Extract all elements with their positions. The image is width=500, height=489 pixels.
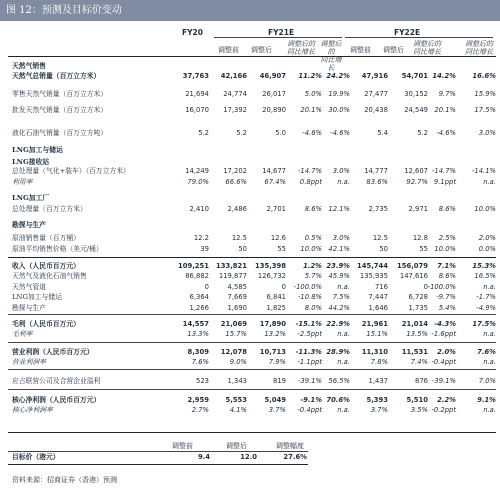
cell-fy22e-yoy: 15.9%	[474, 90, 496, 98]
cell-fy21e-before: 24,774	[223, 90, 247, 98]
table-row	[0, 376, 500, 387]
cell-fy22e-yoy: n.a.	[483, 330, 496, 338]
cell-fy22e-change: -1.6ppt	[431, 330, 456, 338]
header-fy22e-yoy: 调整后的 同比增长	[465, 40, 493, 56]
cell-fy21e-after: 7.9%	[268, 358, 286, 366]
cell-fy22e-before: 7.8%	[370, 358, 388, 366]
cell-fy22e-after: 55	[419, 245, 428, 253]
cell-fy22e-yoy: -4.9%	[476, 304, 496, 312]
cell-fy22e-after: 6,728	[408, 293, 428, 301]
cell-fy22e-after: 7.4%	[410, 358, 428, 366]
cell-fy22e-change: 8.6%	[438, 272, 456, 280]
cell-fy21e-yoy: 19.9%	[328, 90, 350, 98]
cell-fy22e-after: 13.5%	[406, 330, 428, 338]
cell-fy22e-before: 135,935	[359, 272, 388, 280]
row-label: 毛利率	[12, 330, 33, 338]
cell-fy22e-yoy: n.a.	[483, 406, 496, 414]
cell-fy21e-before: 7,669	[227, 293, 247, 301]
cell-fy22e-yoy: 0.0%	[478, 245, 496, 253]
cell-fy21e-change: -4.6%	[302, 129, 322, 137]
cell-fy21e-before: 17,202	[223, 167, 247, 175]
cell-fy21e-yoy: 28.9%	[326, 348, 350, 356]
table-row	[0, 244, 500, 255]
cell-fy21e-yoy: n.a.	[337, 358, 350, 366]
cell-fy22e-before: 145,744	[357, 262, 388, 270]
cell-fy21e-after: 67.4%	[264, 178, 286, 186]
target-before-header: 调整前	[172, 442, 193, 450]
header-fy21e: FY21E	[268, 28, 295, 37]
cell-fy20: 1,266	[189, 304, 209, 312]
cell-fy22e-before: 15.1%	[366, 330, 388, 338]
cell-fy21e-after: 1,825	[266, 304, 286, 312]
cell-fy21e-before: 17,392	[223, 106, 247, 114]
cell-fy21e-change: 0.5%	[304, 234, 322, 242]
cell-fy21e-after: 0	[281, 283, 286, 291]
cell-fy21e-after: 6,841	[266, 293, 286, 301]
cell-fy22e-yoy: 15.3%	[472, 262, 496, 270]
cell-fy21e-yoy: n.a.	[337, 406, 350, 414]
figure-title-bar	[0, 0, 500, 21]
cell-fy22e-change: -14.7%	[431, 167, 456, 175]
cell-fy21e-before: 1,343	[227, 377, 247, 385]
cell-fy22e-before: 14,777	[364, 167, 388, 175]
header-fy21e-after: 调整后	[251, 46, 272, 54]
cell-fy22e-before: 50	[379, 245, 388, 253]
cell-fy20: 79.0%	[187, 178, 209, 186]
cell-fy20: 14,557	[182, 320, 209, 328]
cell-fy22e-change: 9.7%	[438, 90, 456, 98]
cell-fy21e-before: 1,690	[227, 304, 247, 312]
cell-fy21e-before: 133,821	[216, 262, 247, 270]
cell-fy22e-after: 54,701	[401, 72, 428, 80]
cell-fy21e-yoy: 70.6%	[326, 396, 350, 404]
cell-fy22e-after: 12.8	[412, 234, 428, 242]
row-label: 原油销售量（百万桶）	[12, 234, 80, 242]
cell-fy21e-change: 5.0%	[304, 90, 322, 98]
cell-fy22e-change: 2.5%	[438, 234, 456, 242]
target-price-row	[0, 452, 500, 463]
cell-fy21e-after: 13.2%	[264, 330, 286, 338]
cell-fy22e-before: 12.5	[372, 234, 388, 242]
table-row	[0, 329, 500, 340]
cell-fy22e-change: 14.2%	[432, 72, 456, 80]
cell-fy22e-yoy: 16.6%	[472, 72, 496, 80]
cell-fy22e-yoy: 9.1%	[477, 396, 496, 404]
cell-fy22e-change: -0.2ppt	[431, 406, 456, 414]
table-row	[0, 71, 500, 82]
row-label: 天然气销售	[12, 62, 46, 70]
target-before-value: 9.4	[197, 453, 210, 461]
cell-fy22e-change: -9.7%	[436, 293, 456, 301]
cell-fy22e-before: 27,477	[364, 90, 388, 98]
source-note: 资料来源：招商证券（香港）预测	[12, 476, 117, 484]
table-row	[0, 128, 500, 139]
row-label: 零售天然气销量（百万立方米）	[12, 90, 108, 98]
cell-fy21e-after: 5.0	[275, 129, 286, 137]
cell-fy21e-change: 1.2%	[303, 262, 322, 270]
cell-fy20: 2.7%	[191, 406, 209, 414]
cell-fy22e-after: 0	[423, 283, 428, 291]
row-label: 总处理量（气化+装车）（百万立方米）	[12, 167, 130, 175]
row-label: 液化石油气销量（百万立方吨）	[12, 129, 108, 137]
cell-fy22e-change: 2.0%	[437, 348, 456, 356]
table-row	[0, 177, 500, 188]
cell-fy21e-after: 12.6	[270, 234, 286, 242]
cell-fy21e-before: 5.2	[236, 129, 247, 137]
cell-fy20: 8,309	[187, 348, 209, 356]
cell-fy22e-yoy: 17.5%	[474, 106, 496, 114]
cell-fy22e-after: 21,014	[401, 320, 428, 328]
row-label: 核心净利润率	[12, 406, 53, 414]
row-label: 应占联营公司及合营企业溢利	[12, 377, 101, 385]
cell-fy21e-change: -39.1%	[297, 377, 322, 385]
cell-fy22e-yoy: 3.0%	[478, 129, 496, 137]
table-row	[0, 193, 500, 204]
cell-fy22e-before: 7,447	[368, 293, 388, 301]
cell-fy20: 37,763	[182, 72, 209, 80]
cell-fy22e-before: 716	[375, 283, 388, 291]
cell-fy22e-before: 5.4	[377, 129, 388, 137]
cell-fy22e-after: 30,152	[404, 90, 428, 98]
cell-fy22e-after: 5.2	[417, 129, 428, 137]
cell-fy21e-yoy: 56.5%	[328, 377, 350, 385]
row-label: 毛利（人民币百万元）	[12, 320, 80, 328]
table-row	[0, 204, 500, 215]
row-label: 批发天然气销量（百万立方米）	[12, 106, 108, 114]
cell-fy21e-change: -15.1%	[295, 320, 322, 328]
cell-fy21e-yoy: 23.9%	[326, 262, 350, 270]
row-label: LNG接收站	[12, 158, 50, 166]
cell-fy21e-yoy: n.a.	[337, 330, 350, 338]
cell-fy22e-after: 147,616	[399, 272, 428, 280]
cell-fy22e-before: 1,437	[368, 377, 388, 385]
cell-fy22e-change: 2.2%	[437, 396, 456, 404]
cell-fy21e-change: 8.6%	[304, 205, 322, 213]
cell-fy21e-before: 21,069	[220, 320, 247, 328]
cell-fy22e-yoy: 10.0%	[474, 205, 496, 213]
row-label: LNG加工厂	[12, 194, 50, 202]
table-row	[0, 145, 500, 156]
cell-fy20: 6,364	[189, 293, 209, 301]
cell-fy21e-before: 12,078	[220, 348, 247, 356]
cell-fy20: 13.3%	[187, 330, 209, 338]
cell-fy22e-before: 11,310	[361, 348, 388, 356]
row-label: 天然气总销量（百万立方米）	[12, 72, 101, 80]
cell-fy20: 16,070	[185, 106, 209, 114]
cell-fy21e-yoy: n.a.	[337, 283, 350, 291]
cell-fy22e-after: 3.5%	[410, 406, 428, 414]
cell-fy21e-before: 12.5	[231, 234, 247, 242]
header-fy21e-yoy: 调整后的 同比增长	[320, 40, 342, 72]
cell-fy21e-after: 10,713	[259, 348, 286, 356]
header-bottom-rule	[8, 56, 496, 57]
cell-fy22e-before: 2,735	[368, 205, 388, 213]
cell-fy21e-change: -1.1ppt	[297, 358, 322, 366]
table-row	[0, 89, 500, 100]
cell-fy22e-after: 92.7%	[406, 178, 428, 186]
row-label: 天然气管道	[12, 283, 46, 291]
cell-fy21e-after: 819	[273, 377, 286, 385]
cell-fy22e-before: 20,438	[364, 106, 388, 114]
cell-fy21e-yoy: 30.0%	[328, 106, 350, 114]
section-rule	[8, 389, 496, 390]
cell-fy22e-yoy: 17.5%	[472, 320, 496, 328]
row-label: LNG加工与储运	[12, 146, 63, 154]
fy22e-header-rule	[345, 37, 493, 38]
cell-fy21e-before: 5,553	[225, 396, 247, 404]
header-fy21e-change: 调整后的 同比增长	[287, 40, 315, 56]
cell-fy20: 12.2	[193, 234, 209, 242]
table-row	[0, 405, 500, 416]
cell-fy21e-before: 4,585	[227, 283, 247, 291]
row-label: 总处理量（百万立方米）	[12, 205, 87, 213]
cell-fy21e-change: 20.1%	[300, 106, 322, 114]
cell-fy21e-change: 0.8ppt	[299, 178, 322, 186]
cell-fy22e-before: 21,961	[361, 320, 388, 328]
cell-fy22e-yoy: -1.7%	[476, 293, 496, 301]
cell-fy20: 5.2	[198, 129, 209, 137]
target-change-value: 27.6%	[283, 453, 307, 461]
cell-fy21e-yoy: n.a.	[337, 178, 350, 186]
cell-fy21e-before: 66.6%	[225, 178, 247, 186]
cell-fy21e-yoy: 22.9%	[326, 320, 350, 328]
cell-fy22e-yoy: 2.0%	[478, 234, 496, 242]
cell-fy21e-after: 17,890	[259, 320, 286, 328]
row-label: 原油平均销售价格（美元/桶）	[12, 245, 103, 253]
cell-fy21e-yoy: -4.6%	[330, 129, 350, 137]
cell-fy20: 86,882	[185, 272, 209, 280]
cell-fy21e-after: 26,017	[262, 90, 286, 98]
row-label: LNG加工与储运	[12, 293, 62, 301]
cell-fy21e-after: 14,677	[262, 167, 286, 175]
cell-fy21e-yoy: 42.1%	[328, 245, 350, 253]
cell-fy21e-after: 126,732	[257, 272, 286, 280]
cell-fy21e-yoy: 24.2%	[326, 72, 350, 80]
cell-fy22e-after: 876	[415, 377, 428, 385]
cell-fy22e-before: 3.7%	[370, 406, 388, 414]
row-label: 核心净利润（人民币百万元）	[12, 396, 101, 404]
cell-fy21e-after: 135,398	[255, 262, 286, 270]
cell-fy21e-change: 10.0%	[300, 245, 322, 253]
cell-fy22e-yoy: -14.1%	[471, 167, 496, 175]
cell-fy21e-yoy: 45.9%	[328, 272, 350, 280]
cell-fy20: 21,694	[185, 90, 209, 98]
table-row	[0, 271, 500, 282]
cell-fy22e-after: 12,607	[404, 167, 428, 175]
cell-fy22e-before: 5,393	[366, 396, 388, 404]
cell-fy22e-before: 83.6%	[366, 178, 388, 186]
header-fy22e-after: 调整后	[383, 46, 404, 54]
cell-fy21e-yoy: 44.2%	[328, 304, 350, 312]
cell-fy21e-before: 4.1%	[229, 406, 247, 414]
cell-fy20: 2,410	[189, 205, 209, 213]
cell-fy21e-yoy: 12.1%	[328, 205, 350, 213]
row-label: 天然气及液化石油气销售	[12, 272, 87, 280]
row-label: 勘探与生产	[12, 304, 46, 312]
target-after-value: 12.0	[240, 453, 257, 461]
cell-fy22e-yoy: 16.5%	[474, 272, 496, 280]
cell-fy22e-change: -0.4ppt	[431, 358, 456, 366]
cell-fy21e-yoy: 3.0%	[332, 234, 350, 242]
cell-fy22e-yoy: 7.0%	[478, 377, 496, 385]
cell-fy20: 7.6%	[191, 358, 209, 366]
row-label: 收入（人民币百万元）	[12, 262, 80, 270]
cell-fy21e-change: -0.4ppt	[297, 406, 322, 414]
cell-fy20: 523	[196, 377, 209, 385]
cell-fy22e-change: 9.1ppt	[433, 178, 456, 186]
cell-fy21e-change: 11.2%	[298, 72, 322, 80]
cell-fy21e-after: 5,049	[264, 396, 286, 404]
section-rule	[8, 342, 496, 343]
cell-fy21e-before: 2,486	[227, 205, 247, 213]
cell-fy22e-after: 2,971	[408, 205, 428, 213]
cell-fy20: 2,959	[187, 396, 209, 404]
cell-fy22e-before: 47,916	[361, 72, 388, 80]
cell-fy21e-after: 46,907	[259, 72, 286, 80]
cell-fy21e-change: -14.7%	[297, 167, 322, 175]
cell-fy22e-yoy: n.a.	[483, 358, 496, 366]
cell-fy22e-change: 8.6%	[438, 205, 456, 213]
row-label: 营业利润率	[12, 358, 46, 366]
section-rule	[8, 257, 496, 258]
table-row	[0, 357, 500, 368]
cell-fy21e-yoy: 3.0%	[332, 167, 350, 175]
table-row	[0, 105, 500, 116]
cell-fy21e-change: -2.5ppt	[297, 330, 322, 338]
cell-fy21e-after: 2,701	[266, 205, 286, 213]
target-top-rule	[8, 432, 496, 433]
cell-fy21e-before: 42,166	[220, 72, 247, 80]
cell-fy22e-change: 10.0%	[434, 245, 456, 253]
header-fy22e-before: 调整前	[350, 46, 371, 54]
row-label: 利用率	[12, 178, 33, 186]
header-fy21e-before: 调整前	[218, 46, 239, 54]
table-row	[0, 292, 500, 303]
cell-fy21e-before: 50	[238, 245, 247, 253]
figure-title: 图 12：预测及目标价变动	[6, 5, 122, 16]
target-bottom-rule	[8, 464, 308, 465]
cell-fy22e-after: 5,510	[406, 396, 428, 404]
target-price-label: 目标价（港元）	[12, 453, 60, 461]
cell-fy22e-change: 7.1%	[437, 262, 456, 270]
cell-fy20: 109,251	[178, 262, 209, 270]
cell-fy21e-change: 8.0%	[304, 304, 322, 312]
cell-fy22e-change: 20.1%	[434, 106, 456, 114]
header-fy22e: FY22E	[394, 28, 421, 37]
header-fy22e-change: 调整后的 同比增长	[413, 40, 441, 56]
cell-fy22e-yoy: n.a.	[483, 283, 496, 291]
cell-fy21e-yoy: 7.5%	[332, 293, 350, 301]
cell-fy21e-change: -100.0%	[293, 283, 322, 291]
target-change-header: 调整幅度	[276, 442, 304, 450]
section-rule	[8, 369, 496, 370]
fy21e-header-rule	[214, 37, 342, 38]
cell-fy21e-after: 3.7%	[268, 406, 286, 414]
cell-fy20: 0	[204, 283, 209, 291]
cell-fy21e-change: -9.1%	[300, 396, 322, 404]
cell-fy20: 39	[200, 245, 209, 253]
table-row	[0, 303, 500, 314]
target-after-header: 调整后	[226, 442, 247, 450]
cell-fy21e-before: 9.0%	[229, 358, 247, 366]
cell-fy20: 14,249	[185, 167, 209, 175]
cell-fy21e-change: -11.3%	[295, 348, 322, 356]
cell-fy22e-yoy: 7.6%	[477, 348, 496, 356]
cell-fy21e-after: 20,890	[262, 106, 286, 114]
cell-fy22e-change: -4.3%	[434, 320, 456, 328]
cell-fy21e-change: -10.8%	[297, 293, 322, 301]
cell-fy22e-change: -100.0%	[427, 283, 456, 291]
cell-fy22e-after: 1,735	[408, 304, 428, 312]
cell-fy22e-yoy: n.a.	[483, 178, 496, 186]
cell-fy22e-change: -4.6%	[436, 129, 456, 137]
table-row	[0, 166, 500, 177]
header-fy20: FY20	[182, 28, 203, 37]
row-label: 营业利润（人民币百万元）	[12, 348, 94, 356]
cell-fy21e-before: 15.7%	[225, 330, 247, 338]
row-label: 勘探与生产	[12, 221, 46, 229]
cell-fy22e-after: 24,549	[404, 106, 428, 114]
cell-fy22e-change: -39.1%	[431, 377, 456, 385]
table-row	[0, 220, 500, 231]
cell-fy21e-before: 119,877	[218, 272, 247, 280]
cell-fy21e-after: 55	[277, 245, 286, 253]
table-row	[0, 233, 500, 244]
cell-fy22e-after: 156,079	[397, 262, 428, 270]
cell-fy21e-change: 5.7%	[304, 272, 322, 280]
cell-fy22e-change: 5.4%	[438, 304, 456, 312]
section-rule	[8, 314, 496, 315]
cell-fy22e-after: 11,531	[401, 348, 428, 356]
cell-fy22e-before: 1,646	[368, 304, 388, 312]
